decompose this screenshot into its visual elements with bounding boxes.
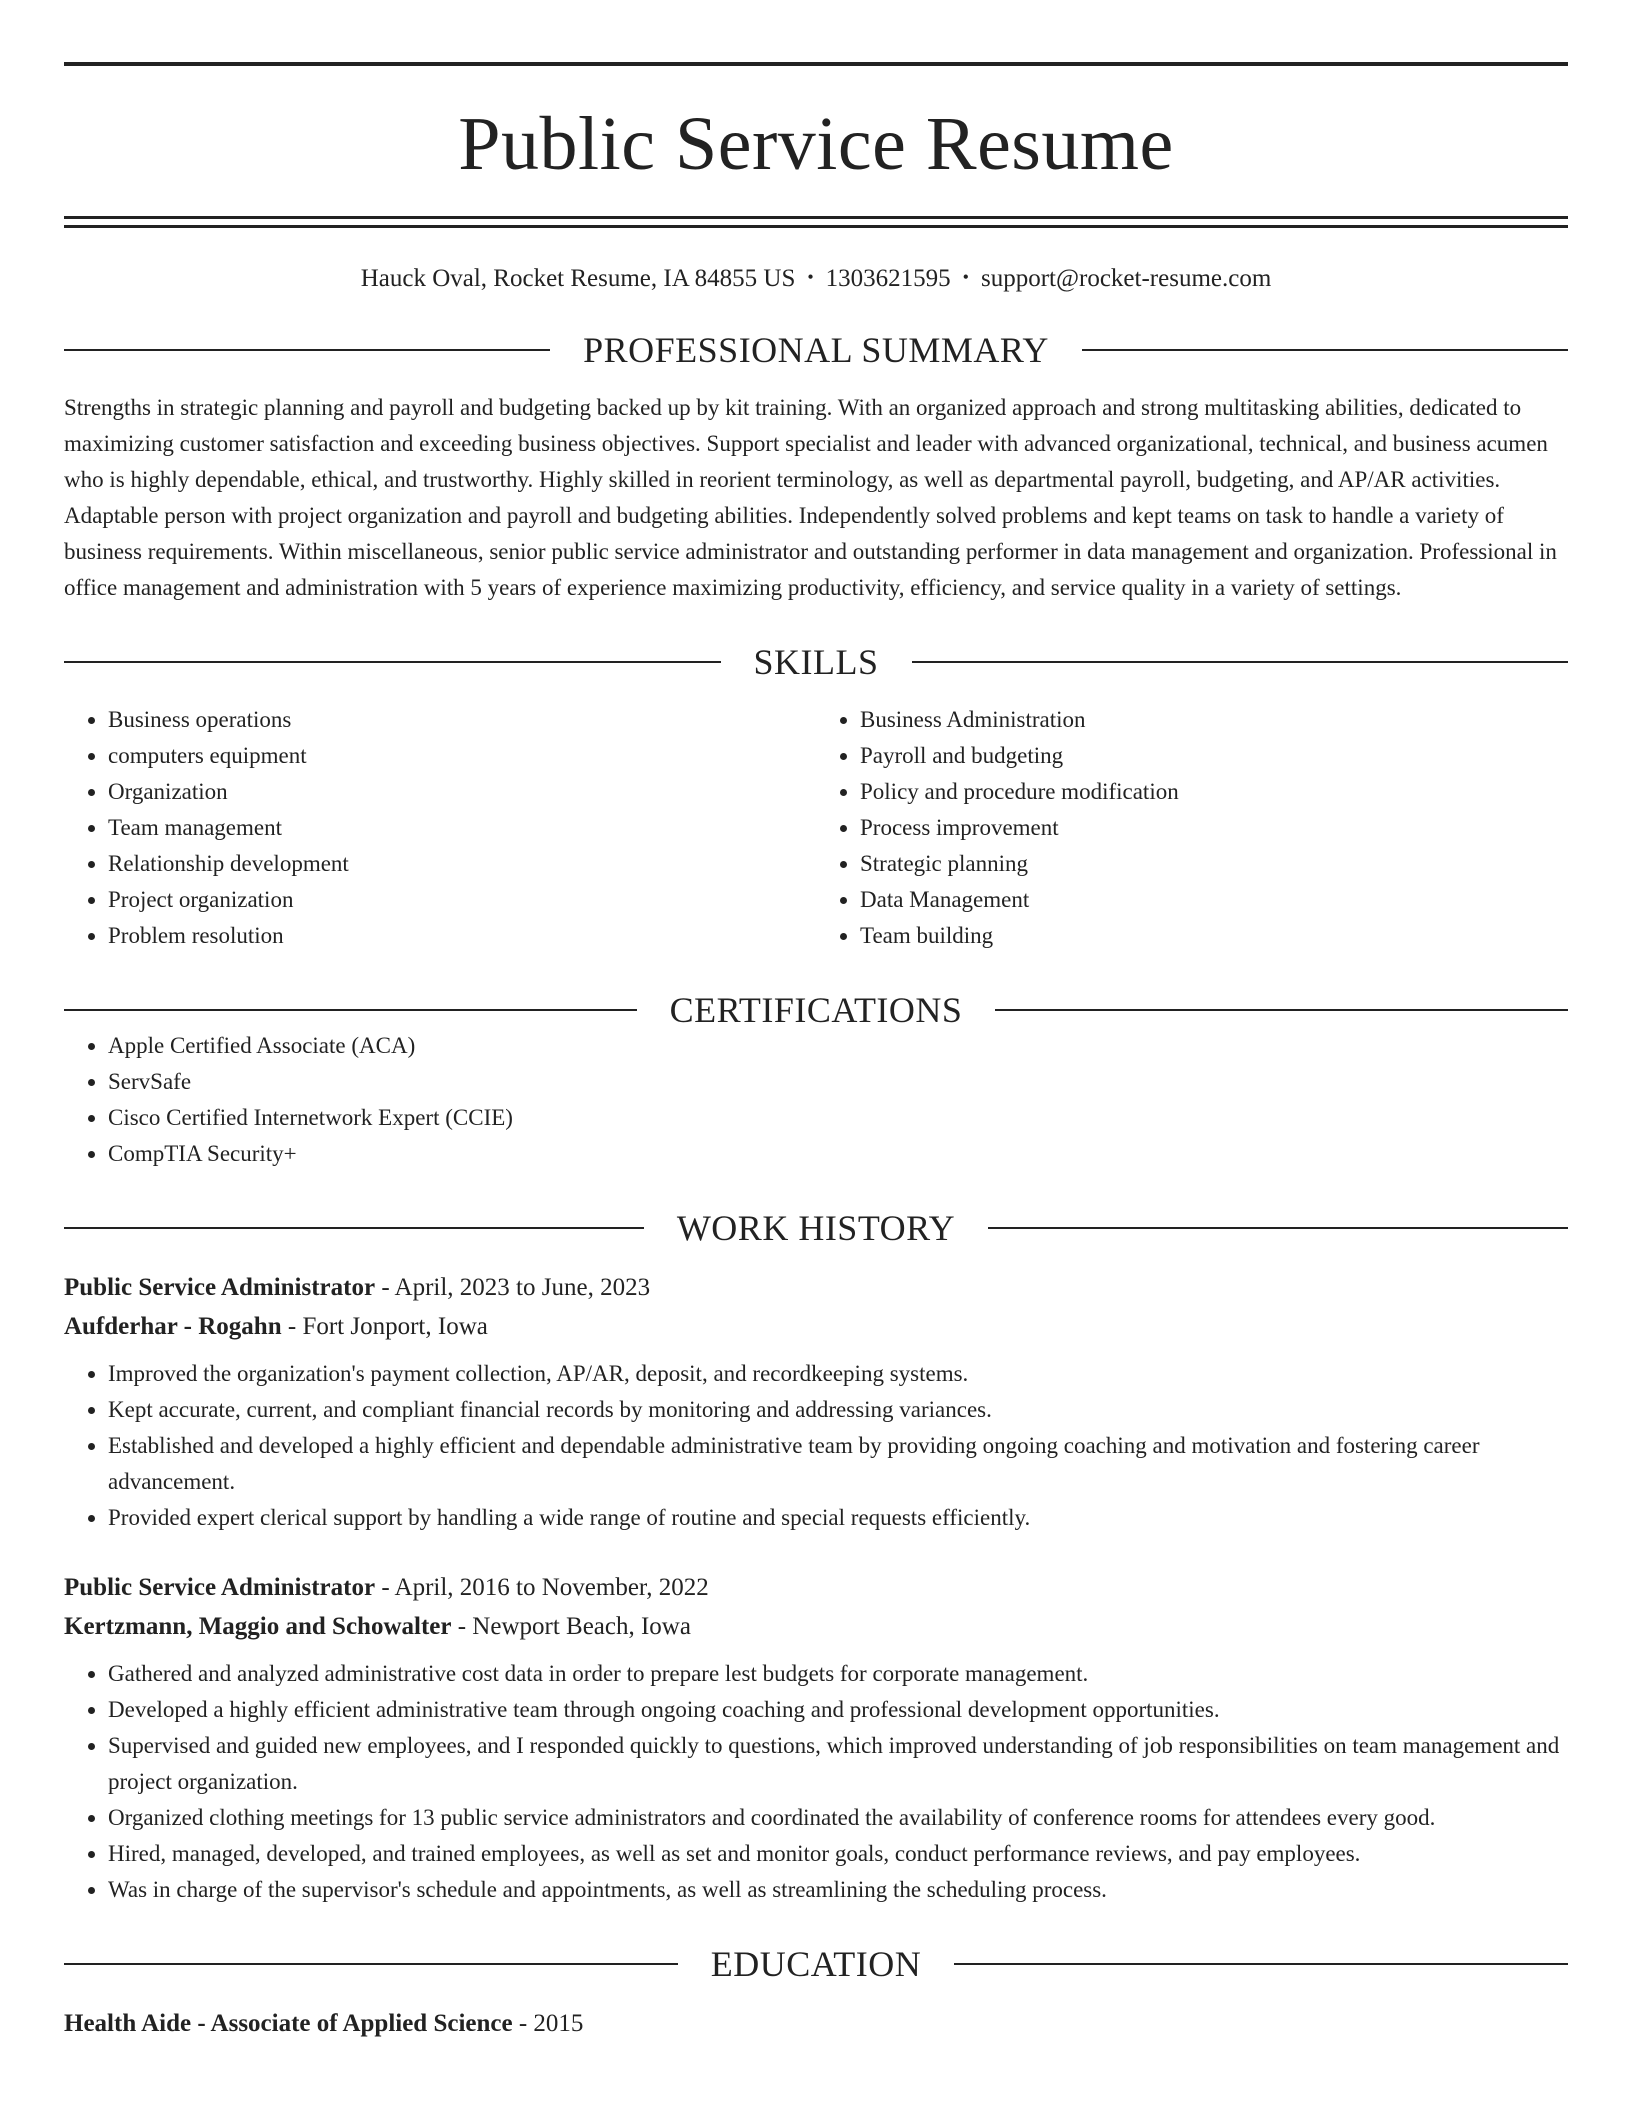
section-heading-skills [64,644,1568,680]
education-entry [64,2004,1568,2043]
section-title: PROFESSIONAL SUMMARY [583,330,1049,370]
title-double-rule [64,216,1568,228]
job-bullet: • Organized clothing meetings for 13 public service administrators and coordinated the availability of conference rooms for attendees every good. [108,1800,1568,1836]
job-bullet: • Supervised and guided new employees, and I responded quickly to questions, which improved understanding of job responsibilities on team management and project organization. [108,1728,1568,1800]
skill-item: • Policy and procedure modification [860,774,1568,810]
skills-column-left [64,702,816,954]
job-location: - Fort Jonport, Iowa [281,1313,488,1340]
education-year: - 2015 [512,2010,584,2037]
job-bullet: • Was in charge of the supervisor's schedule and appointments, as well as streamlining the scheduling process. [108,1872,1568,1908]
skill-item: • Process improvement [860,810,1568,846]
resume-title: Public Service Resume [458,102,1174,186]
top-rule [64,62,1568,66]
skill-item: • Team building [860,918,1568,954]
certification-item: • ServSafe [108,1064,1568,1100]
job-bullet: • Developed a highly efficient administrative team through ongoing coaching and professional development opportunities. [108,1692,1568,1728]
section-title: CERTIFICATIONS [669,990,963,1030]
section-title: WORK HISTORY [676,1208,956,1248]
certification-item: • Apple Certified Associate (ACA) [108,1028,1568,1064]
skill-item: • Project organization [108,882,816,918]
skill-item: • computers equipment [108,738,816,774]
job-entry [64,1268,1568,1536]
section-heading-education [64,1946,1568,1982]
section-title: EDUCATION [710,1944,922,1984]
job-dates: - April, 2023 to June, 2023 [375,1274,651,1301]
job-bullet: • Hired, managed, developed, and trained employees, as well as set and monitor goals, conduct performance reviews, and pay employees. [108,1836,1568,1872]
contact-phone: 1303621595 [825,265,951,292]
job-bullet: • Provided expert clerical support by handling a wide range of routine and special requests efficiently. [108,1500,1568,1536]
section-heading-summary [64,332,1568,368]
job-bullets [64,1656,1568,1908]
education-degree: Health Aide - Associate of Applied Science [64,2010,513,2037]
job-location: - Newport Beach, Iowa [451,1613,691,1640]
section-title: SKILLS [753,642,879,682]
skill-item: • Organization [108,774,816,810]
job-bullet: • Improved the organization's payment collection, AP/AR, deposit, and recordkeeping systems. [108,1356,1568,1392]
skill-item: • Business Administration [860,702,1568,738]
section-heading-work [64,1210,1568,1246]
skill-item: • Relationship development [108,846,816,882]
contact-address: Hauck Oval, Rocket Resume, IA 84855 US [360,265,796,292]
job-bullets [64,1356,1568,1536]
skill-item: • Payroll and budgeting [860,738,1568,774]
skill-item: • Business operations [108,702,816,738]
skill-item: • Problem resolution [108,918,816,954]
certification-item: • CompTIA Security+ [108,1136,1568,1172]
job-bullet: • Kept accurate, current, and compliant financial records by monitoring and addressing variances. [108,1392,1568,1428]
skill-item: • Data Management [860,882,1568,918]
job-title: Public Service Administrator [64,1574,376,1601]
contact-line [64,264,1568,294]
skill-item: • Strategic planning [860,846,1568,882]
job-dates: - April, 2016 to November, 2022 [375,1574,709,1601]
job-title: Public Service Administrator [64,1274,376,1301]
skills-column-right [816,702,1568,954]
job-entry [64,1568,1568,1908]
job-bullet: • Established and developed a highly efficient and dependable administrative team by providing ongoing coaching and motivation and fostering career advancement. [108,1428,1568,1500]
job-bullet: • Gathered and analyzed administrative cost data in order to prepare lest budgets for corporate management. [108,1656,1568,1692]
contact-separator: • [962,267,969,287]
job-company: Aufderhar - Rogahn [64,1313,282,1340]
skills-list [64,702,1568,954]
certifications-list [64,1028,1568,1172]
contact-email: support@rocket-resume.com [980,265,1272,292]
contact-separator: • [807,267,814,287]
job-company: Kertzmann, Maggio and Schowalter [64,1613,452,1640]
skill-item: • Team management [108,810,816,846]
certification-item: • Cisco Certified Internetwork Expert (CCIE) [108,1100,1568,1136]
summary-text: Strengths in strategic planning and payroll and budgeting backed up by kit training. With an organized approach and strong multitasking abilities, dedicated to maximizing customer satisfaction and exceeding business objectives. Support specialist and leader with advanced organizational, technical, and business acumen who is highly dependable, ethical, and trustworthy. Highly skilled in reorient terminology, as well as departmental payroll, budgeting, and AP/AR activities. Adaptable person with project organization and payroll and budgeting abilities. Independently solved problems and kept teams on task to handle a variety of business requirements. Within miscellaneous, senior public service administrator and outstanding performer in data management and organization. Professional in office management and administration with 5 years of experience maximizing productivity, efficiency, and service quality in a variety of settings. [64,395,1557,600]
section-heading-certifications [64,992,1568,1028]
